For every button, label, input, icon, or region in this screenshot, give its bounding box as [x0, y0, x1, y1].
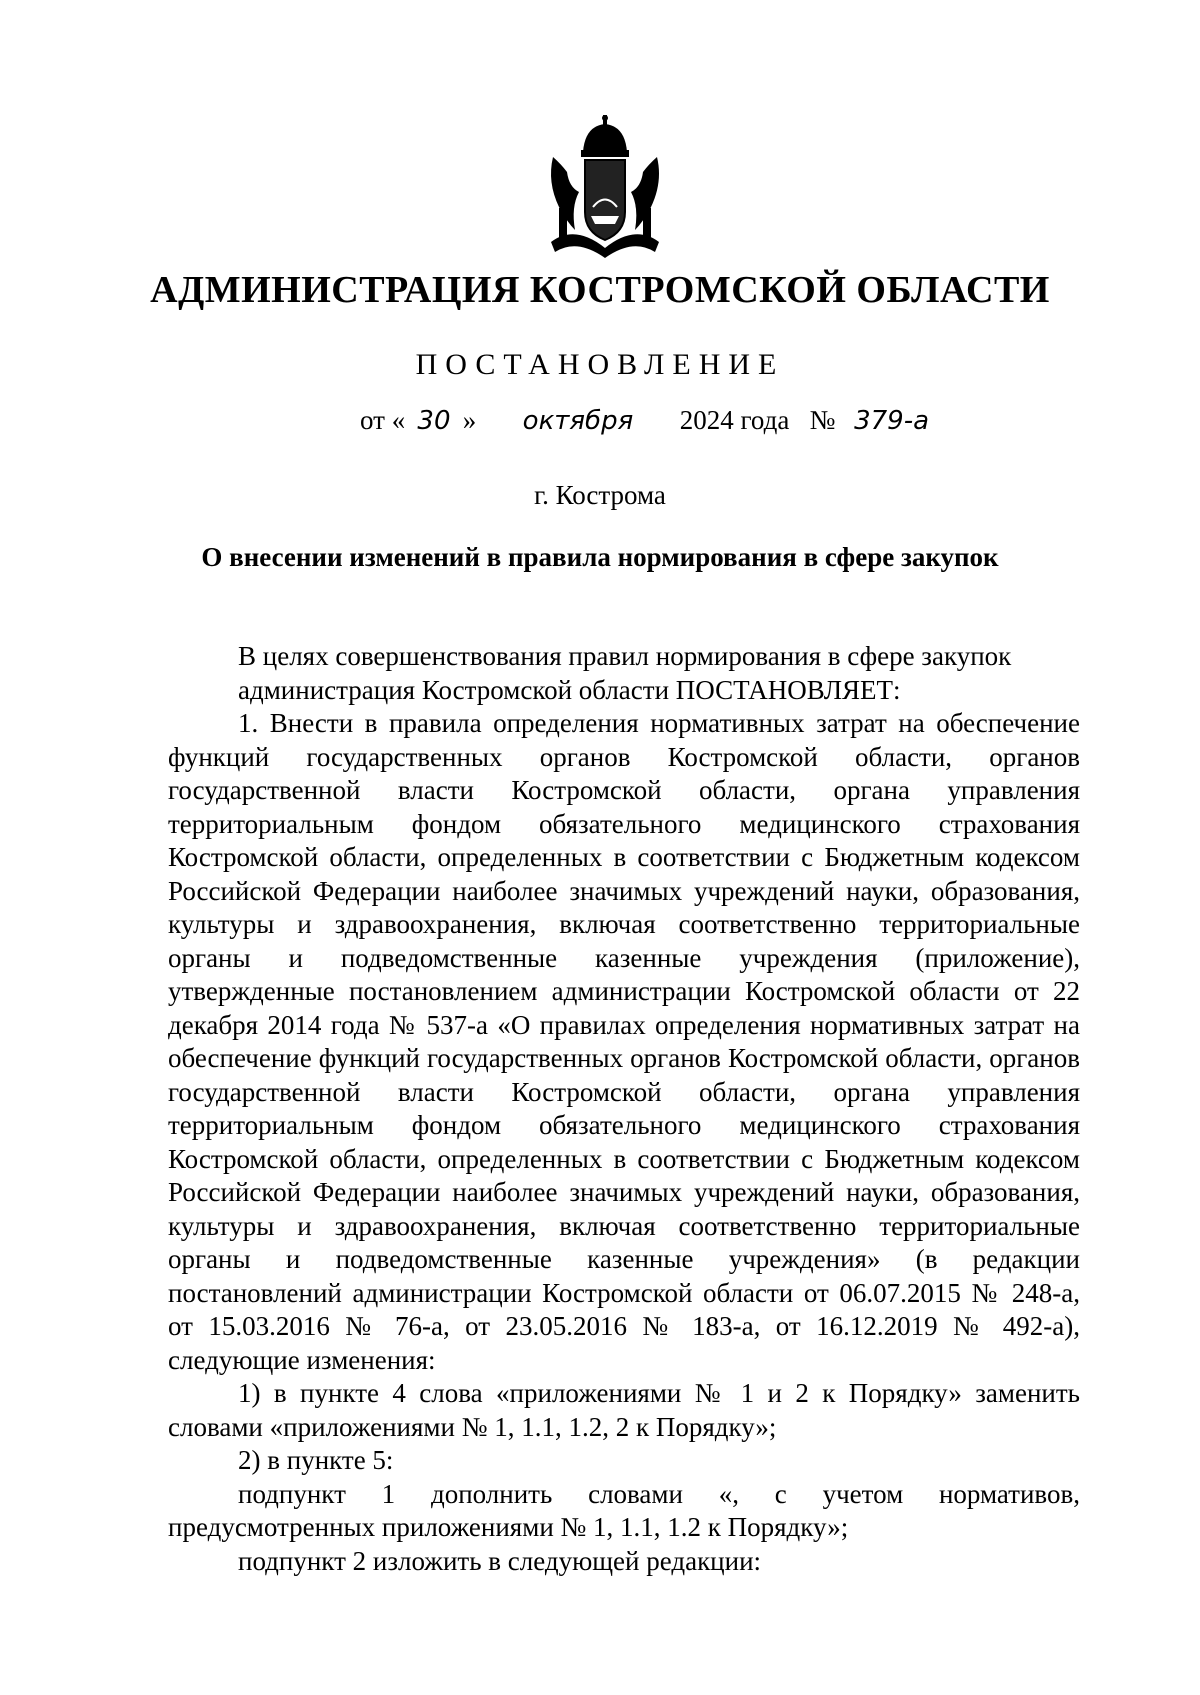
organization-title: АДМИНИСТРАЦИЯ КОСТРОМСКОЙ ОБЛАСТИ [150, 269, 1050, 311]
paragraph-1: 1. Внести в правила определения нормативных затрат на обеспечение функций государственных органов Костромской области, органов государственной власти Костромской области, органа управления территориальным фондом обязательного медицинского страхования Костромской области, определенных в соответствии с Бюджетным кодексом Российской Федерации наиболее значимых учреждений науки, образования, культуры и здравоохранения, включая соответственно территориальные органы и подведомственные казенные учреждения (приложение), утвержденные постановлением администрации Костромской области от 22 декабря 2014 года № 537-а «О правилах определения нормативных затрат на обеспечение функций государственных органов Костромской области, органов государственной власти Костромской области, органа управления территориальным фондом обязательного медицинского страхования Костромской области, определенных в соответствии с Бюджетным кодексом Российской Федерации наиболее значимых учреждений науки, образования, культуры и здравоохранения, включая соответственно территориальные органы и подведомственные казенные учреждения» (в редакции постановлений администрации Костромской области от 06.07.2015 № 248-а, от 15.03.2016 № 76-а, от 23.05.2016 № 183-а, от 16.12.2019 № 492-а), следующие изменения: [168, 708, 1080, 1375]
coat-of-arms-icon [545, 112, 665, 262]
city: г. Кострома [534, 480, 666, 510]
paragraph-4: подпункт 1 дополнить словами «, с учетом нормативов, предусмотренных приложениями № 1, 1.1, 1.2 к Порядку»; [168, 1478, 1080, 1542]
date-day: 30 [417, 406, 451, 436]
document-type: ПОСТАНОВЛЕНИЕ [415, 348, 785, 381]
document-number: 379-а [854, 406, 930, 436]
date-month: октября [522, 406, 634, 436]
paragraph-3: 2) в пункте 5: [238, 1445, 394, 1475]
paragraph-lead: В целях совершенствования правил нормирования в сфере закупок администрация Костромской области ПОСТАНОВЛЯЕТ: [238, 641, 1012, 705]
document-heading: О внесении изменений в правила нормирования в сфере закупок [201, 542, 999, 572]
document-body [168, 640, 1080, 1578]
date-mid: » [462, 405, 477, 435]
paragraph-5: подпункт 2 изложить в следующей редакции: [238, 1545, 762, 1576]
number-label: № [809, 405, 836, 435]
date-prefix: от « [360, 405, 406, 435]
date-year: 2024 года [679, 405, 790, 435]
paragraph-2: 1) в пункте 4 слова «приложениями № 1 и 2 к Порядку» заменить словами «приложениями № 1, 1.1, 1.2, 2 к Порядку»; [168, 1378, 1080, 1442]
date-line [360, 405, 984, 436]
